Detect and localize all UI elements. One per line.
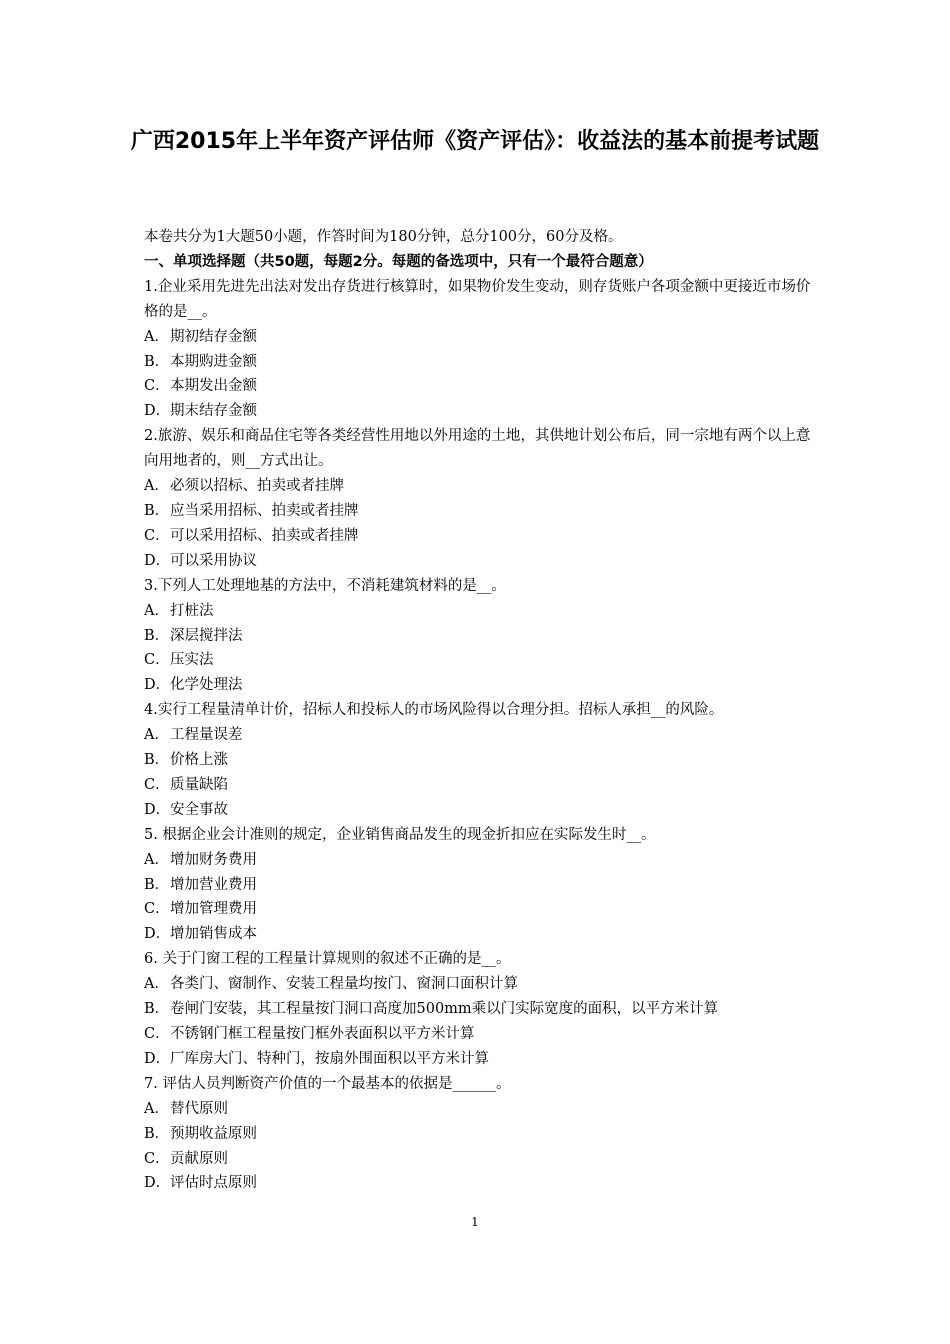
question-stem: 7. 评估人员判断资产价值的一个最基本的依据是______。 (144, 1075, 511, 1092)
option-letter: A． (144, 478, 169, 495)
option-letter: B． (144, 627, 170, 644)
answer-option (144, 1147, 824, 1172)
option-text: 本期购进金额 (170, 353, 257, 370)
option-text: 期初结存金额 (170, 328, 257, 345)
option-text: 可以采用协议 (170, 552, 257, 569)
option-letter: B． (144, 752, 170, 769)
option-letter: A． (144, 602, 169, 619)
option-letter: B． (144, 1125, 170, 1142)
answer-option (144, 972, 824, 997)
answer-option (144, 599, 824, 624)
option-letter: C． (144, 776, 170, 793)
question-stem: 6. 关于门窗工程的工程量计算规则的叙述不正确的是__。 (144, 951, 511, 968)
option-text: 化学处理法 (170, 677, 243, 694)
option-text: 质量缺陷 (170, 776, 228, 793)
answer-option (144, 1171, 824, 1196)
answer-option (144, 524, 824, 549)
option-letter: C． (144, 1150, 170, 1167)
option-text: 可以采用招标、拍卖或者挂牌 (170, 527, 359, 544)
option-text: 增加营业费用 (170, 876, 257, 893)
answer-option (144, 897, 824, 922)
option-text: 必须以招标、拍卖或者挂牌 (170, 478, 344, 495)
answer-option (144, 325, 824, 350)
option-text: 价格上涨 (170, 752, 228, 769)
question-stem: 5. 根据企业会计准则的规定，企业销售商品发生的现金折扣应在实际发生时__。 (144, 826, 656, 843)
option-letter: A． (144, 976, 169, 993)
option-text: 安全事故 (170, 801, 228, 818)
answer-option (144, 648, 824, 673)
option-text: 压实法 (170, 652, 214, 669)
answer-option (144, 723, 824, 748)
answer-option (144, 673, 824, 698)
option-letter: A． (144, 727, 169, 744)
option-letter: A． (144, 328, 169, 345)
option-text: 工程量误差 (170, 727, 243, 744)
answer-option (144, 549, 824, 574)
option-letter: D． (144, 677, 171, 694)
answer-option (144, 748, 824, 773)
answer-option (144, 848, 824, 873)
option-text: 评估时点原则 (170, 1175, 257, 1192)
answer-option (144, 773, 824, 798)
option-letter: C． (144, 901, 170, 918)
option-text: 预期收益原则 (170, 1125, 257, 1142)
question-stem: 3.下列人工处理地基的方法中，不消耗建筑材料的是__。 (144, 577, 506, 594)
option-letter: C． (144, 652, 170, 669)
option-text: 增加销售成本 (170, 926, 257, 943)
answer-option (144, 798, 824, 823)
question-list (144, 275, 824, 1197)
answer-option (144, 350, 824, 375)
exam-intro: 本卷共分为1大题50小题，作答时间为180分钟，总分100分，60分及格。 (144, 229, 623, 245)
option-letter: D． (144, 801, 171, 818)
question-stem: 1.企业采用先进先出法对发出存货进行核算时，如果物价发生变动，则存货账户各项金额中更接近市场价格的是__。 (144, 278, 811, 320)
question-4 (144, 698, 824, 823)
answer-option (144, 624, 824, 649)
question-5 (144, 823, 824, 948)
section-heading: 一、单项选择题（共50题，每题2分。每题的备选项中，只有一个最符合题意） (144, 253, 653, 270)
answer-option (144, 922, 824, 947)
option-letter: A． (144, 851, 169, 868)
question-7 (144, 1072, 824, 1197)
option-letter: B． (144, 1001, 170, 1018)
option-letter: C． (144, 527, 170, 544)
question-6 (144, 947, 824, 1072)
answer-option (144, 997, 824, 1022)
option-letter: A． (144, 1100, 169, 1117)
option-letter: D． (144, 403, 171, 420)
option-text: 不锈钢门框工程量按门框外表面积以平方米计算 (170, 1026, 475, 1042)
question-stem: 2.旅游、娱乐和商品住宅等各类经营性用地以外用途的土地，其供地计划公布后，同一宗地有两个以上意向用地者的，则__方式出让。 (144, 428, 811, 470)
answer-option (144, 1097, 824, 1122)
option-text: 贡献原则 (170, 1150, 228, 1167)
answer-option (144, 499, 824, 524)
option-text: 期末结存金额 (170, 403, 257, 420)
option-letter: C． (144, 378, 170, 395)
answer-option (144, 1047, 824, 1072)
question-3 (144, 574, 824, 699)
option-text: 应当采用招标、拍卖或者挂牌 (170, 502, 359, 519)
option-text: 替代原则 (170, 1100, 228, 1117)
question-2 (144, 424, 824, 573)
option-text: 深层搅拌法 (170, 627, 243, 644)
option-letter: B． (144, 502, 170, 519)
option-letter: B． (144, 876, 170, 893)
document-body (144, 225, 824, 1196)
option-text: 本期发出金额 (170, 378, 257, 395)
answer-option (144, 374, 824, 399)
answer-option (144, 399, 824, 424)
answer-option (144, 474, 824, 499)
option-text: 增加管理费用 (170, 901, 257, 918)
option-text: 增加财务费用 (170, 851, 257, 868)
answer-option (144, 1122, 824, 1147)
option-letter: B． (144, 353, 170, 370)
option-letter: D． (144, 926, 171, 943)
question-1 (144, 275, 824, 424)
option-text: 厂库房大门、特种门，按扇外围面积以平方米计算 (170, 1050, 489, 1067)
answer-option (144, 873, 824, 898)
option-text: 打桩法 (170, 602, 214, 619)
page-number: 1 (471, 1215, 479, 1229)
option-letter: D． (144, 552, 171, 569)
question-stem: 4.实行工程量清单计价，招标人和投标人的市场风险得以合理分担。招标人承担__的风险。 (144, 702, 724, 719)
option-text: 各类门、窗制作、安装工程量均按门、窗洞口面积计算 (170, 976, 518, 993)
option-letter: C． (144, 1026, 170, 1042)
document-title: 广西2015年上半年资产评估师《资产评估》：收益法的基本前提考试题 (130, 129, 820, 154)
option-letter: D． (144, 1175, 171, 1192)
option-letter: D． (144, 1050, 171, 1067)
option-text: 卷闸门安装，其工程量按门洞口高度加500mm乘以门实际宽度的面积，以平方米计算 (170, 1001, 719, 1018)
answer-option (144, 1022, 824, 1047)
